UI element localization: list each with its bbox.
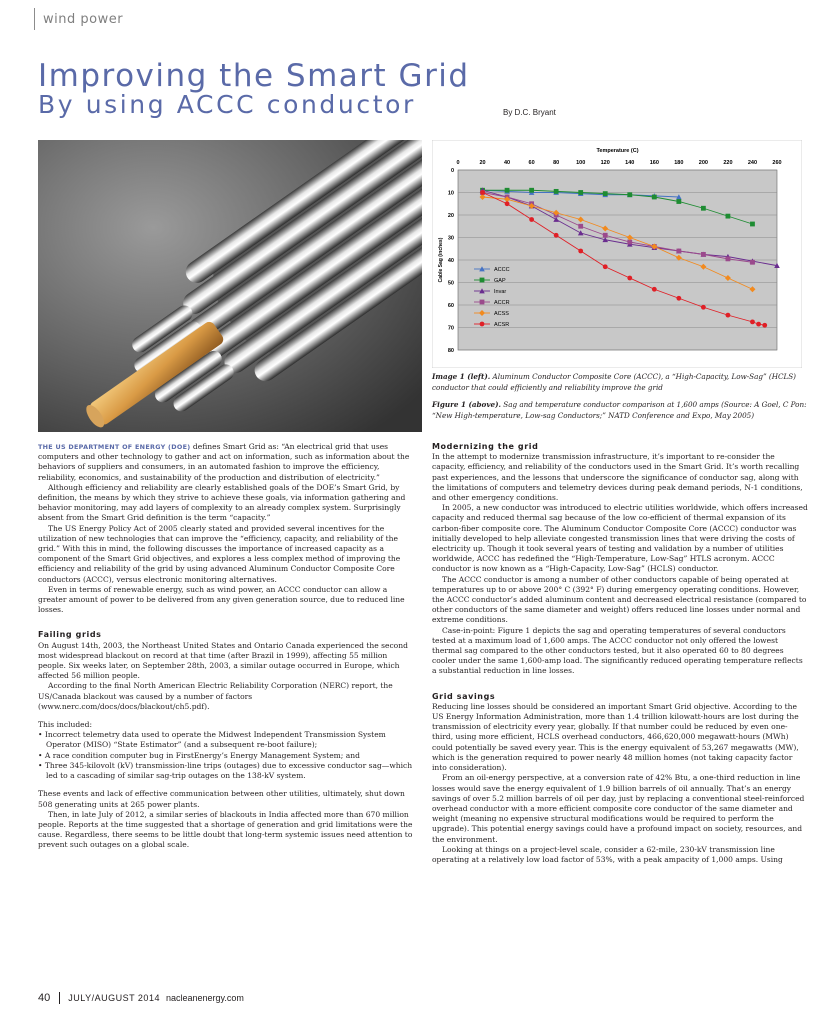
byline: By D.C. Bryant (503, 108, 556, 117)
data-point (529, 188, 534, 193)
sag-temperature-chart (432, 140, 802, 368)
lead-in: THE US DEPARTMENT OF ENERGY (DOE) (38, 443, 191, 451)
paragraph: From an oil-energy perspective, at a conversion rate of 42% Btu, a one-third reduction in line losses would save the energy equivalent of 1.9 billion barrels of oil annually. That’s an energy savings of over 5.2 million barrels of oil per day, just by replacing a conventional steel-reinforced overhead conductor with a more efficient composite core conductor of the same diameter and weight (meaning no expensive structural modifications would be required to perform the upgrade). This potential energy savings could have a profound impact on society, resources, and the environment. (432, 773, 805, 844)
y-tick-label: 0 (450, 168, 454, 174)
paragraph: Then, in late July of 2012, a similar series of blackouts in India affected more than 670 million people. Reports at the time suggested that a shortage of generation and grid limitations were the cause. Regardless, there seems to be little doubt that long-term systemic issues need attention to prevent such outages on a global scale. (38, 809, 413, 850)
footer-divider (59, 992, 60, 1004)
data-point (554, 189, 559, 194)
data-point (529, 217, 534, 222)
data-point (726, 313, 731, 318)
x-tick-label: 160 (649, 160, 659, 166)
conductor-illustration (38, 140, 422, 432)
subheading-modernizing: Modernizing the grid (432, 442, 539, 451)
website-link[interactable]: nacleanenergy.com (165, 993, 244, 1003)
subheading-failing-grids: Failing grids (38, 630, 102, 640)
data-point (554, 233, 559, 238)
data-point (676, 296, 681, 301)
legend-label: Invar (494, 289, 507, 295)
conductor-photo (38, 140, 422, 432)
x-tick-label: 120 (600, 160, 610, 166)
paragraph: The US Energy Policy Act of 2005 clearly stated and provided several incentives for the utilization of new technologies that can improve the “efficiency, capacity, and reliability of the grid.” With this in mind, the following discusses the importance of increased capacity as a component of the Smart Grid objectives, and explores a less complex method of improving the efficiency and reliability of the grid by using advanced Aluminum Conductor Composite Core conductors (ACCC), versus electronic monitoring alternatives. (38, 523, 401, 584)
legend-label: GAP (494, 278, 506, 284)
figure-caption-text: Sag and temperature conductor comparison at 1,600 amps (Source: A Goel, C Pon: “New High-temperature, Low-sag Conductors;” NATD Conference and Expo, May 2005) (432, 400, 807, 420)
data-point (726, 256, 731, 261)
data-point (627, 192, 632, 197)
x-tick-label: 20 (479, 160, 486, 166)
y-tick-label: 80 (447, 348, 454, 354)
data-point (505, 201, 510, 206)
data-point (578, 190, 583, 195)
x-tick-label: 180 (674, 160, 684, 166)
legend-label: ACSS (494, 311, 509, 317)
image-caption (432, 372, 807, 393)
image-caption-text: Aluminum Conductor Composite Core (ACCC), a “High-Capacity, Low-Sag” (HCLS) conductor that could efficiently and reliability improve the grid (432, 372, 796, 392)
list-item: • Incorrect telemetry data used to operate the Midwest Independent Transmission System Operator (MISO) “State Estimator” (and a subsequent re-boot failure); (38, 730, 386, 750)
x-tick-label: 260 (772, 160, 782, 166)
data-point (578, 249, 583, 254)
x-tick-label: 80 (553, 160, 560, 166)
data-point (603, 264, 608, 269)
paragraph: According to the final North American Electric Reliability Corporation (NERC) report, the US/Canada blackout was caused by a number of factors (www.nerc.com/docs/docs/blackout/ch5.pdf). (38, 681, 393, 711)
data-point (480, 190, 485, 195)
paragraph: In the attempt to modernize transmission infrastructure, it’s important to re-consider the capacity, efficiency, and reliability of the conductors used in the Smart Grid. It’s worth recalling past experiences, and the lessons that underscore the significance of conductor sag, along with the limitations of computers and telemetry devices during peak demand periods, N-1 conditions, and other emergency conditions. (432, 452, 803, 503)
paragraph: Reducing line losses should be considered an important Smart Grid objective. According to the US Energy Information Administration, more than 1.4 trillion kilowatt-hours are lost during the transmission of electricity every year, globally. If that number could be reduced by even one-third, using more efficient, HCLS overhead conductors, 466,620,000 megawatt-hours (MWh) could potentially be saved every year. This is the energy equivalent of 53,267 megawatts (MW), which is the generation required to power nearly 48 million homes (not taking capacity factor into consideration). (432, 701, 799, 773)
paragraph (38, 442, 414, 483)
x-tick-label: 140 (625, 160, 635, 166)
data-point (652, 195, 657, 200)
paragraph: These events and lack of effective communication between other utilities, ultimately, shut down 508 generating units at 265 power plants. (38, 789, 405, 809)
data-point (756, 322, 761, 327)
section-divider (0, 8, 35, 30)
x-tick-label: 0 (456, 160, 460, 166)
list-item: • A race condition computer bug in FirstEnergy’s Energy Management System; and (38, 750, 360, 760)
issue-date: JULY/AUGUST 2014 (68, 993, 160, 1003)
x-tick-label: 220 (723, 160, 733, 166)
data-point (701, 206, 706, 211)
data-point (762, 323, 767, 328)
data-point (701, 252, 706, 257)
legend-label: ACCC (494, 267, 510, 273)
chart-title: Temperature (C) (596, 148, 639, 154)
figure-caption-label: Figure 1 (above). (432, 400, 501, 409)
captions (432, 372, 807, 428)
data-point (603, 233, 608, 238)
page-footer (38, 992, 244, 1004)
data-point (480, 322, 485, 327)
data-point (750, 222, 755, 227)
article-title: Improving the Smart Grid (38, 58, 470, 94)
x-tick-label: 100 (576, 160, 586, 166)
data-point (726, 214, 731, 219)
y-tick-label: 40 (447, 258, 454, 264)
list-item: • Three 345-kilovolt (kV) transmission-line trips (outages) due to excessive conductor sag—which led to a cascading of similar sag-trip outages on the 138-kV system. (38, 760, 413, 781)
section-label: wind power (43, 11, 124, 27)
data-point (480, 278, 485, 283)
paragraph: The ACCC conductor is among a number of other conductors capable of being operated at temperatures up to or above 200° C (392° F) during emergency operating conditions. However, the ACCC conductor’s added aluminum content and decreased electrical resistance (compared to other conductors of the same diameter and weight) offers reduced line losses under normal and extreme conditions. (432, 574, 807, 625)
image-caption-label: Image 1 (left). (432, 372, 491, 381)
x-tick-label: 240 (747, 160, 758, 166)
chart-svg (432, 140, 802, 368)
data-point (750, 260, 755, 265)
x-tick-label: 60 (528, 160, 535, 166)
paragraph: Case-in-point: Figure 1 depicts the sag and operating temperatures of several conductors tested at a maximum load of 1,600 amps. The ACCC conductor not only offered the lowest thermal sag compared to the other conductors tested, but it also operated 60 to 80 degrees cooler under the same 1,600-amp load. The significantly reduced operating temperature reflects a substantial reduction in line losses. (432, 625, 803, 676)
paragraph: Even in terms of renewable energy, such as wind power, an ACCC conductor can allow a greater amount of power to be delivered from any given generation source, due to reduced line losses. (38, 584, 405, 615)
y-tick-label: 10 (447, 190, 454, 197)
legend-label: ACSR (494, 322, 510, 328)
column-right (432, 442, 808, 865)
page-number: 40 (38, 992, 51, 1004)
y-axis-label: Cable Sag (inches) (438, 237, 444, 283)
figure-caption (432, 400, 807, 421)
article-subtitle: By using ACCC conductor (38, 90, 416, 119)
data-point (480, 300, 485, 305)
paragraph: On August 14th, 2003, the Northeast United States and Ontario Canada experienced the second most widespread blackout on record at that time (after Brazil in 1999), affecting 55 million people. Six weeks later, on September 28th, 2003, a similar outage occurred in Europe, which affected 56 million people. (38, 640, 408, 681)
y-tick-label: 50 (447, 280, 454, 287)
data-point (676, 249, 681, 254)
data-point (627, 276, 632, 281)
data-point (578, 224, 583, 229)
y-tick-label: 20 (447, 213, 454, 219)
bullet-list (38, 730, 414, 781)
data-point (676, 199, 681, 204)
y-tick-label: 70 (447, 325, 454, 332)
section-tag (0, 8, 123, 30)
column-left (38, 442, 414, 851)
data-point (505, 188, 510, 193)
paragraph: This included: (38, 720, 93, 730)
paragraph: Although efficiency and reliability are clearly established goals of the DOE’s Smart Grid, by definition, the means by which they strive to achieve these goals, via information gathering and behavior monitoring, may add layers of complexity to an already complex system. Surprisingly absent from the Smart Grid definition is the term “capacity.” (38, 482, 406, 523)
y-tick-label: 30 (447, 235, 454, 242)
x-tick-label: 200 (698, 160, 708, 166)
data-point (701, 305, 706, 310)
subheading-grid-savings: Grid savings (432, 691, 496, 701)
paragraph-text: defines Smart Grid as: “An electrical grid that uses computers and other technology to gather and act on information, such as information about the behaviors of suppliers and consumers, in an automated fashion to improve the efficiency, reliability, economics, and sustainability of the production and distribution of electricity.” (38, 442, 410, 482)
paragraph: Looking at things on a project-level scale, consider a 62-mile, 230-kV transmission line operating at a relatively low load factor of 53%, with a peak ampacity of 1,000 amps. Using (432, 844, 783, 864)
paragraph: In 2005, a new conductor was introduced to electric utilities worldwide, which offers increased capacity and reduced thermal sag because of the low co-efficient of thermal expansion of its carbon-fiber composite core. The Aluminum Conductor Composite Core (ACCC) conductor was initially developed to help alleviate congested transmission lines that were driving the costs of electricity up. Though it took several years of testing and validation by a number of utilities worldwide, ACCC has redefined the “High-Temperature, Low-Sag” HTLS acronym. ACCC conductor is now known as a “High-Capacity, Low-Sag” (HCLS) conductor. (432, 503, 808, 574)
x-tick-label: 40 (504, 160, 511, 166)
data-point (603, 191, 608, 196)
y-tick-label: 60 (447, 303, 454, 309)
data-point (652, 287, 657, 292)
data-point (750, 319, 755, 324)
legend-label: ACCR (494, 300, 510, 306)
